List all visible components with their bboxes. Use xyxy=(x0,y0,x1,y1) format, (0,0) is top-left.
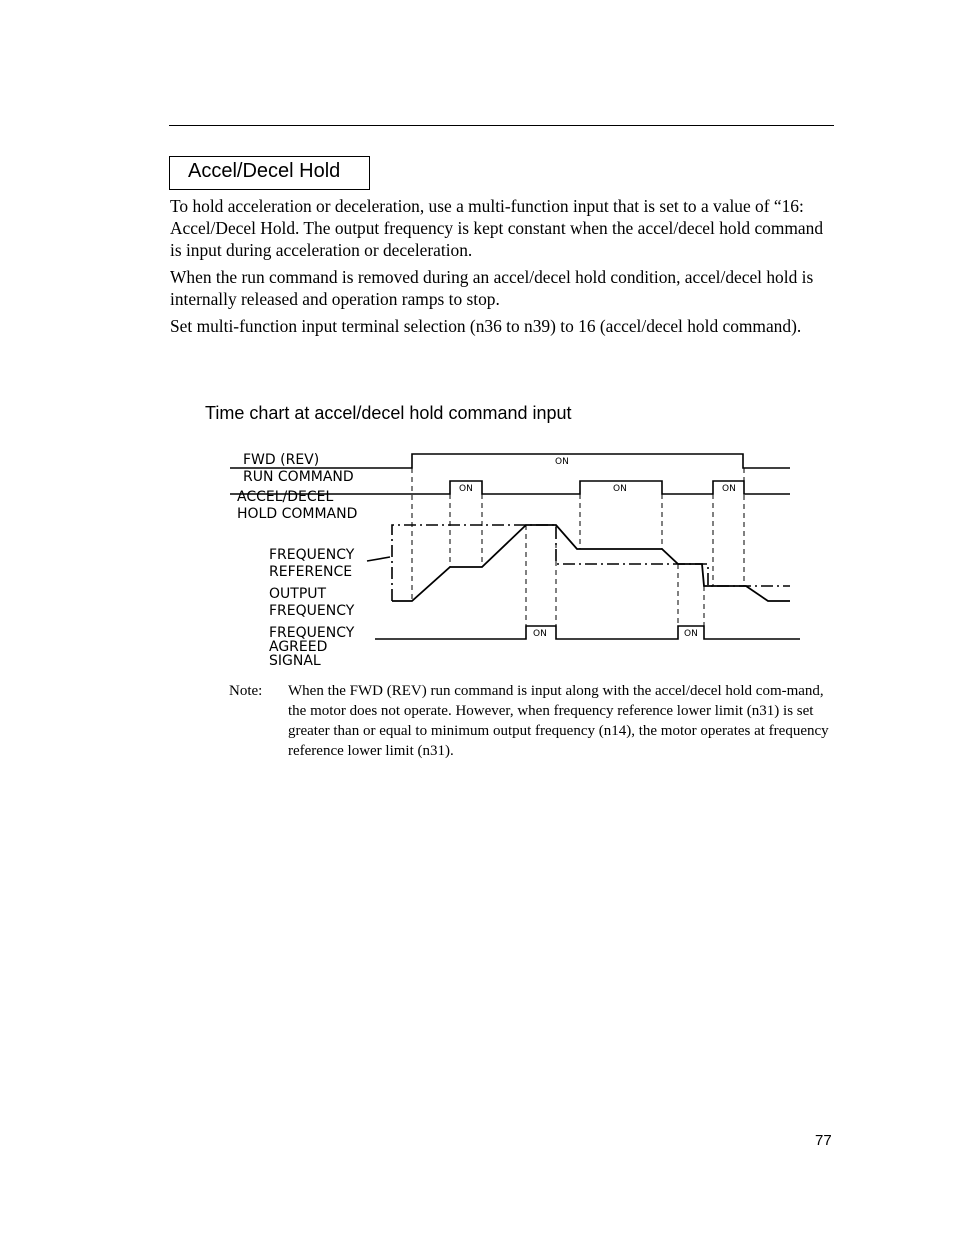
on-label-hold-3: ON xyxy=(722,484,736,494)
on-label-run: ON xyxy=(555,457,569,467)
label-run-2: RUN COMMAND xyxy=(243,469,354,485)
section-heading-box xyxy=(169,156,370,190)
frequency-agreed-waveform xyxy=(375,626,800,639)
paragraph-2: When the run command is removed during an accel/decel hold condition, accel/decel hold is internally released and operation ramps to stop. xyxy=(170,267,814,309)
header-rule xyxy=(169,125,834,126)
note-label: Note: xyxy=(229,683,263,699)
label-hold-2: HOLD COMMAND xyxy=(237,506,358,522)
label-ref-1: FREQUENCY xyxy=(269,547,355,563)
on-label-hold-2: ON xyxy=(613,484,627,494)
on-label-agree-1: ON xyxy=(533,629,547,639)
paragraph-3: Set multi-function input terminal selection (n36 to n39) to 16 (accel/decel hold command). xyxy=(170,316,802,336)
label-out-2: FREQUENCY xyxy=(269,603,355,619)
on-label-hold-1: ON xyxy=(459,484,473,494)
frequency-reference-waveform xyxy=(392,525,790,601)
label-agree-2: AGREED xyxy=(269,639,328,655)
label-out-1: OUTPUT xyxy=(269,586,327,602)
label-agree-3: SIGNAL xyxy=(269,653,321,669)
paragraph-1: To hold acceleration or deceleration, use a multi-function input that is set to a value of “16: Accel/Decel Hold. The output frequency is kept constant when the accel/decel hold command is input during acceleration or deceleration. xyxy=(170,196,824,260)
timing-chart xyxy=(230,440,810,675)
output-frequency-waveform xyxy=(392,525,790,601)
label-ref-2: REFERENCE xyxy=(269,564,353,580)
label-hold-1: ACCEL/DECEL xyxy=(237,489,334,505)
on-label-agree-2: ON xyxy=(684,629,698,639)
section-title: Accel/Decel Hold xyxy=(188,160,341,182)
chart-title: Time chart at accel/decel hold command input xyxy=(205,403,572,423)
page-number: 77 xyxy=(815,1132,832,1149)
reference-pointer-arrow xyxy=(367,557,390,561)
note-text: When the FWD (REV) run command is input along with the accel/decel hold com-mand, the motor does not operate. However, when frequency reference lower limit (n31) is set greater than or equal to minimum output frequency (n14), the motor operates at frequency reference lower limit (n31). xyxy=(288,683,829,759)
label-run-1: FWD (REV) xyxy=(243,452,320,468)
label-agree-1: FREQUENCY xyxy=(269,625,355,641)
